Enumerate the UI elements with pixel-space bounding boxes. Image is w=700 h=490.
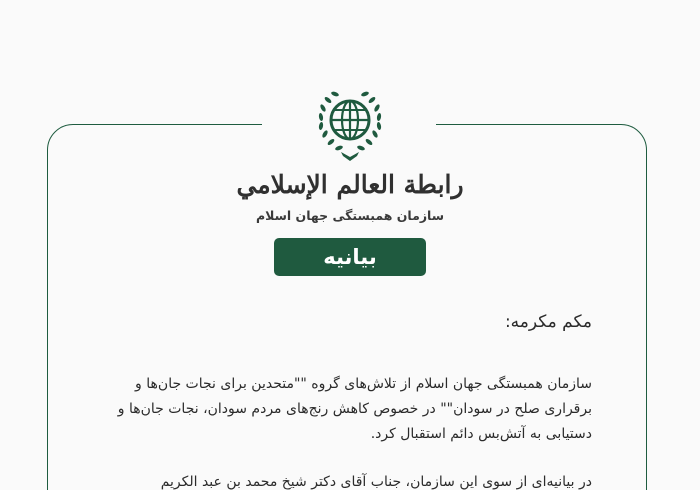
salutation: مکم مکرمه: <box>504 312 592 332</box>
paragraph-line: در بیانیه‌ای از سوی این سازمان، جناب آقای دکتر شیخ محمد بن عبد الکریم <box>160 474 592 490</box>
paragraph-line: برقراری صلح در سودان"" در خصوص کاهش رنج‌های مردم سودان، نجات جان‌ها و <box>117 401 592 417</box>
brand-name-arabic: رابطة العالم الإسلامي <box>236 170 464 199</box>
paragraph-line: دستیابی به آتش‌بس دائم استقبال کرد. <box>370 426 592 442</box>
document-type-badge: بیانیه <box>274 238 426 276</box>
brand-name-persian: سازمان همبستگی جهان اسلام <box>255 208 445 223</box>
globe-laurel-emblem-icon <box>311 86 389 164</box>
paragraph-line: سازمان همبستگی جهان اسلام از تلاش‌های گروه ""متحدین برای نجات جان‌ها و <box>135 376 592 392</box>
